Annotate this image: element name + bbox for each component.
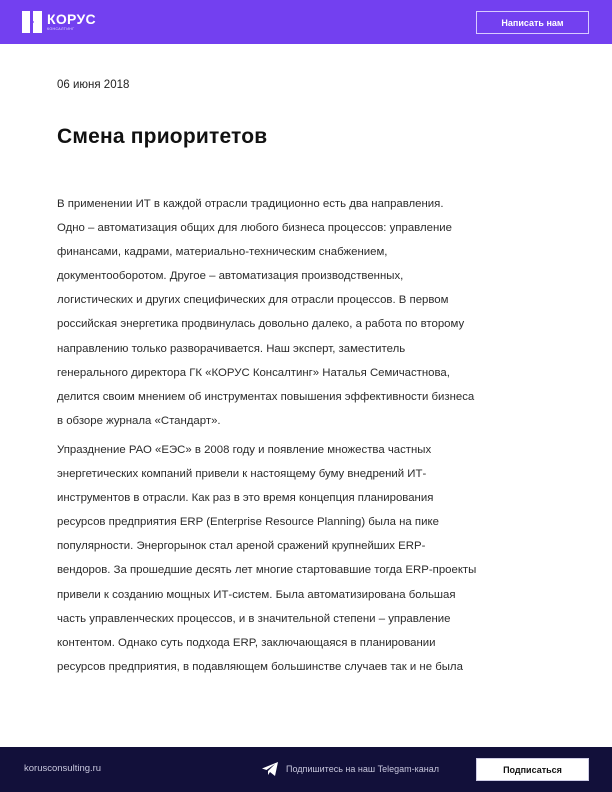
article-paragraph: [57, 192, 562, 433]
text-line: ресурсов предприятия, в подавляющем большинстве случаев так и не была: [57, 660, 463, 673]
telegram-subscribe-link[interactable]: Подпишитесь на наш Telegam-канал: [286, 764, 439, 774]
article-paragraph: [57, 438, 562, 679]
logo-text: КОРУС: [47, 11, 96, 27]
text-line: ресурсов предприятия ERP (Enterprise Resource Planning) была на пике: [57, 516, 439, 529]
website-link[interactable]: korusconsulting.ru: [24, 763, 102, 774]
article-title: Смена приоритетов: [57, 125, 268, 148]
text-line: делится своим мнением об инструментах повышения эффективности бизнеса: [57, 390, 475, 403]
article-body: [57, 192, 562, 684]
text-line: часть управленческих процессов, и в значительной степени – управление: [57, 612, 451, 625]
telegram-icon[interactable]: [262, 762, 278, 776]
text-line: генерального директора ГК «КОРУС Консалтинг» Наталья Семичастнова,: [57, 366, 450, 379]
text-line: направлению только разворачивается. Наш эксперт, заместитель: [57, 342, 406, 355]
header-bar: [0, 0, 612, 44]
footer-bar: [0, 747, 612, 792]
text-line: популярности. Энергорынок стал ареной сражений крупнейших ERP-: [57, 540, 426, 553]
article-date: 06 июня 2018: [57, 79, 130, 91]
subscribe-button[interactable]: Подписаться: [476, 758, 589, 781]
text-line: в обзоре журнала «Стандарт».: [57, 414, 221, 427]
text-line: Одно – автоматизация общих для любого бизнеса процессов: управление: [57, 222, 452, 235]
logo-subtext: КОНСАЛТИНГ: [47, 27, 75, 31]
korus-logo-icon: [22, 11, 42, 33]
text-line: Упразднение РАО «ЕЭС» в 2008 году и появление множества частных: [57, 443, 432, 456]
text-line: контентом. Однако суть подхода ERP, заключающаяся в планировании: [57, 636, 436, 649]
text-line: привели к созданию мощных ИТ-систем. Была автоматизирована большая: [57, 588, 456, 601]
text-line: документооборотом. Другое – автоматизация производственных,: [57, 270, 404, 283]
text-line: финансами, кадрами, материально-техническим снабжением,: [57, 246, 388, 259]
text-line: энергетических компаний привели к настоящему буму внедрений ИТ-: [57, 468, 427, 481]
text-line: логистических и других специфических для отрасли процессов. В первом: [57, 294, 449, 307]
text-line: вендоров. За прошедшие десять лет многие стартовавшие тогда ERP-проекты: [57, 564, 477, 577]
write-to-us-button[interactable]: Написать нам: [476, 11, 589, 34]
text-line: В применении ИТ в каждой отрасли традиционно есть два направления.: [57, 198, 444, 210]
text-line: российская энергетика продвинулась довольно далеко, а работа по второму: [57, 318, 465, 331]
korus-logo[interactable]: [22, 10, 96, 34]
text-line: инструментов в отрасли. Как раз в это время концепция планирования: [57, 492, 434, 505]
